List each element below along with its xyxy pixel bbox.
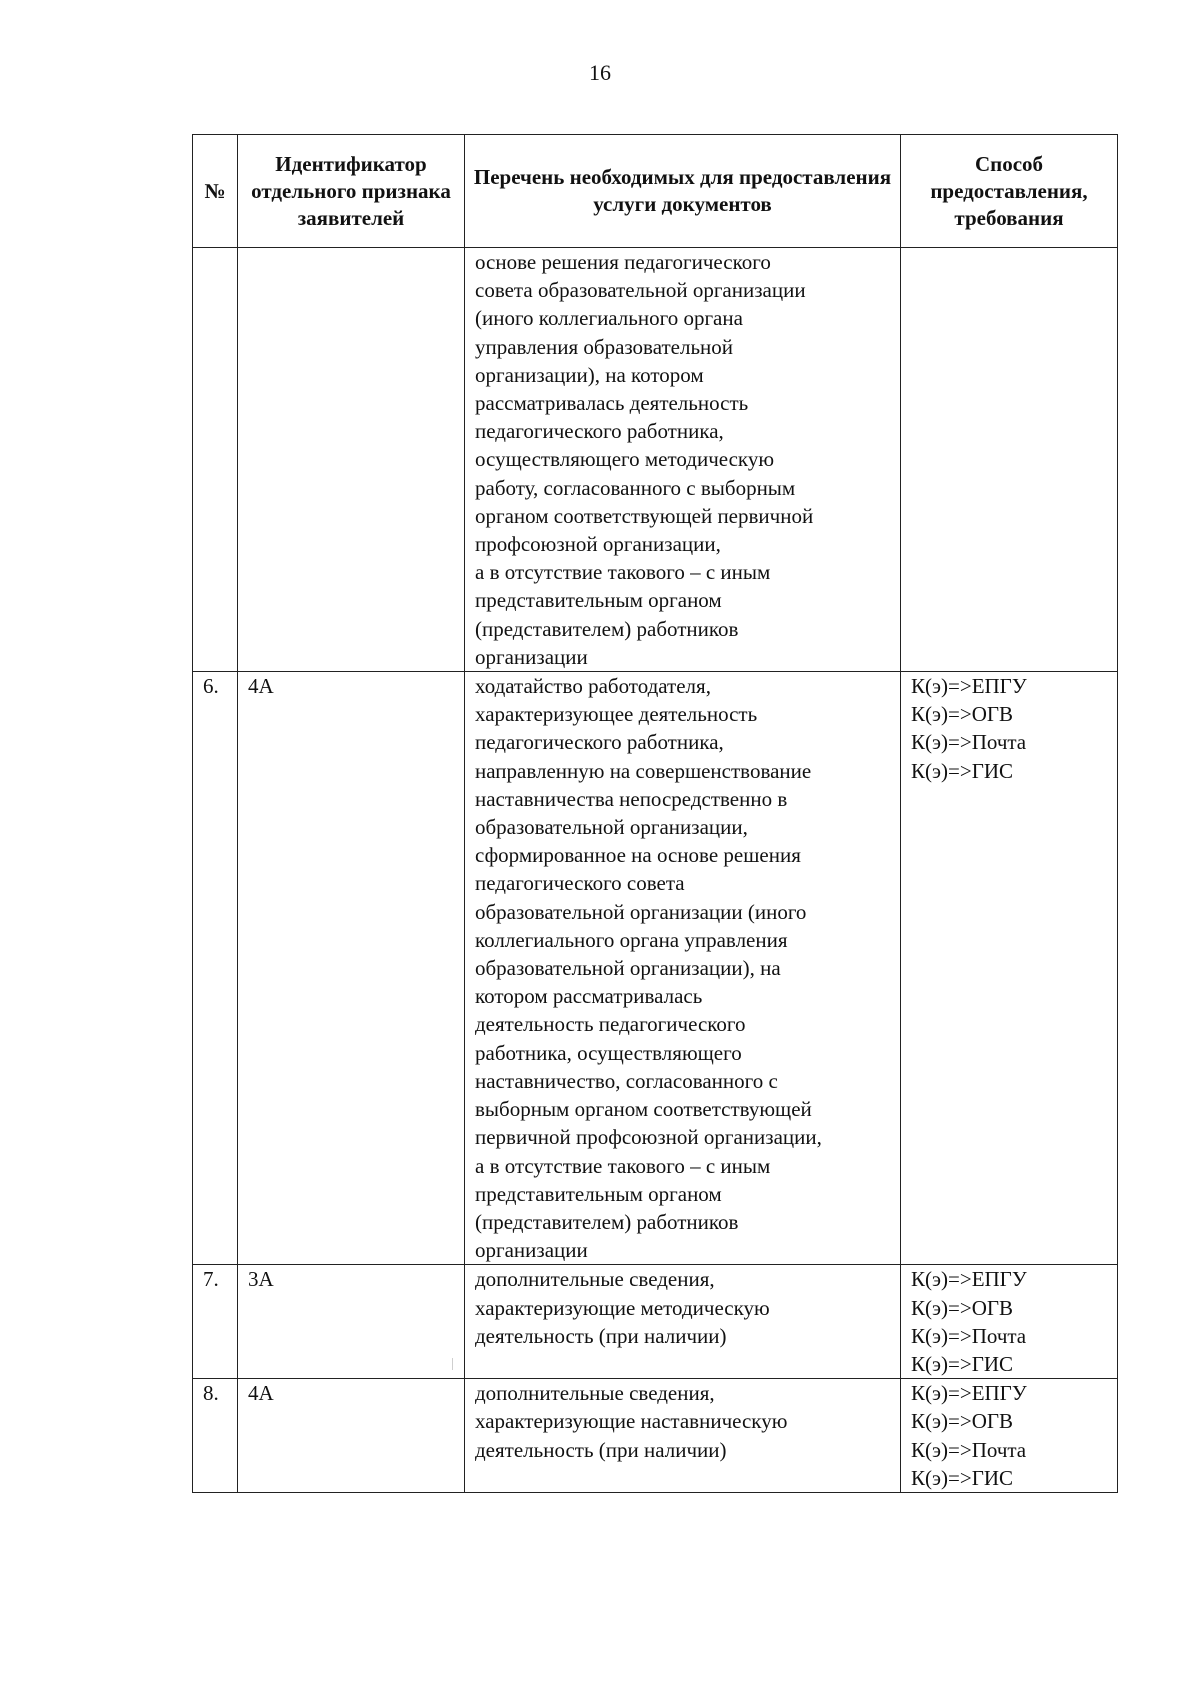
column-header-number: №: [193, 135, 238, 248]
documents-table: [192, 134, 1118, 1493]
row-number: [193, 248, 238, 672]
row-number: 8.: [193, 1379, 238, 1493]
row-documents: ходатайство работодателя, характеризующее деятельность педагогического работника, направленную на совершенствование наставничества непосредственно в образовательной организации, сформированное на основе решения педагогического совета образовательной организации (иного коллегиального органа управления образовательной организации), на котором рассматривалась деятельность педагогического работника, осуществляющего наставничество, согласованного с выборным органом соответствующей первичной профсоюзной организации, а в отсутствие такового – с иным представительным органом (представителем) работников организации: [465, 672, 901, 1265]
row-identifier: 4А: [238, 672, 465, 1265]
row-method: К(э)=>ЕПГУ К(э)=>ОГВ К(э)=>Почта К(э)=>ГИС: [901, 1379, 1118, 1493]
row-identifier: 3А: [238, 1265, 465, 1379]
table-row: [193, 248, 1118, 672]
row-method: К(э)=>ЕПГУ К(э)=>ОГВ К(э)=>Почта К(э)=>ГИС: [901, 1265, 1118, 1379]
page-number: 16: [589, 60, 611, 85]
column-header-identifier: Идентификатор отдельного признака заявителей: [238, 135, 465, 248]
column-header-documents: Перечень необходимых для предоставления услуги документов: [465, 135, 901, 248]
row-method: [901, 248, 1118, 672]
table-body: [193, 248, 1118, 1493]
scan-artifact: [452, 1358, 453, 1370]
table-row: [193, 1265, 1118, 1379]
row-documents: дополнительные сведения, характеризующие наставническую деятельность (при наличии): [465, 1379, 901, 1493]
column-header-method: Способ предоставления, требования: [901, 135, 1118, 248]
row-number: 6.: [193, 672, 238, 1265]
row-documents: основе решения педагогического совета образовательной организации (иного коллегиального органа управления образовательной организации), на котором рассматривалась деятельность педагогического работника, осуществляющего методическую работу, согласованного с выборным органом соответствующей первичной профсоюзной организации, а в отсутствие такового – с иным представительным органом (представителем) работников организации: [465, 248, 901, 672]
row-method: К(э)=>ЕПГУ К(э)=>ОГВ К(э)=>Почта К(э)=>ГИС: [901, 672, 1118, 1265]
row-identifier: 4А: [238, 1379, 465, 1493]
row-identifier: [238, 248, 465, 672]
table-row: [193, 1379, 1118, 1493]
table-row: [193, 672, 1118, 1265]
row-documents: дополнительные сведения, характеризующие методическую деятельность (при наличии): [465, 1265, 901, 1379]
table-header: [193, 135, 1118, 248]
row-number: 7.: [193, 1265, 238, 1379]
header-row: [193, 135, 1118, 248]
